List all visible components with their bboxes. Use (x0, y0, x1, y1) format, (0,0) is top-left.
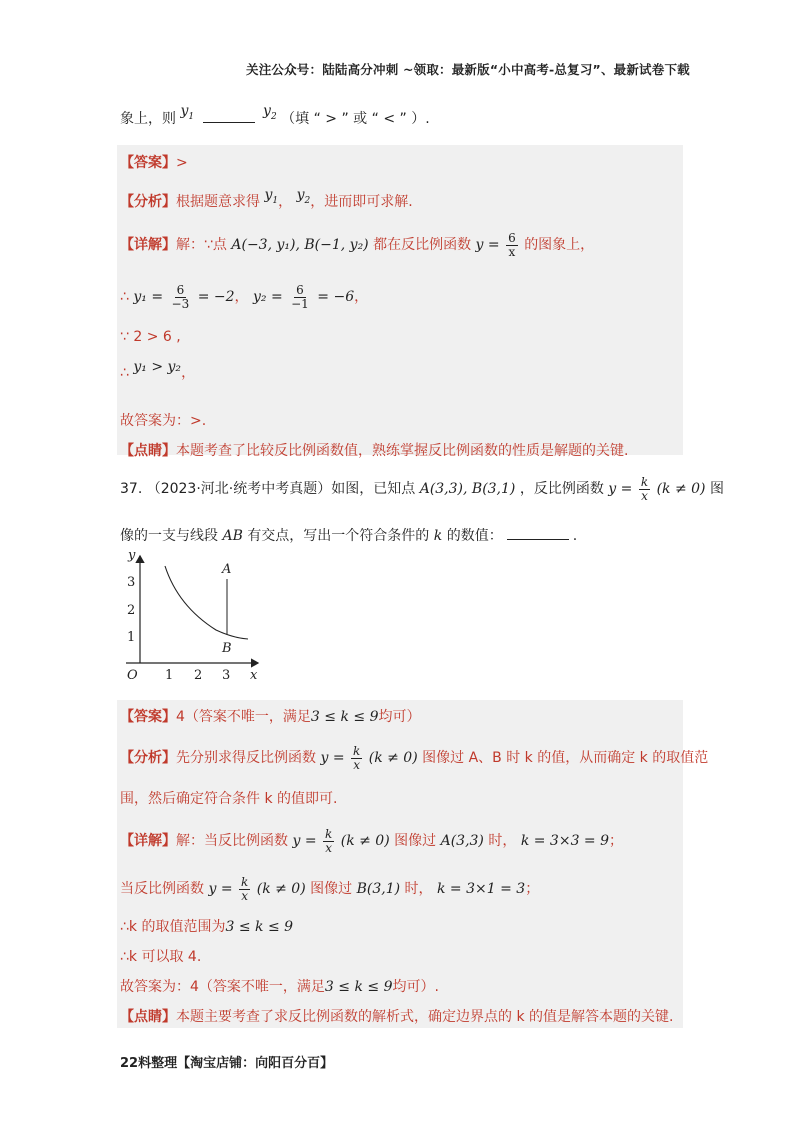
q37-comment-line: 【点睛】本题主要考查了求反比例函数的解析式，确定边界点的 k 的值是解答本题的关键. (120, 1009, 674, 1025)
q36-step1-line: ∴ y₁ = $\frac{6}{-3}$ = −2， y₂ = $\frac{6}{-1}$ = −6， (120, 283, 369, 311)
q36-answer-line (120, 152, 188, 172)
y-tick-1: 1 (127, 630, 136, 645)
q37-answer-blank (507, 527, 569, 540)
y-tick-2: 2 (127, 603, 136, 618)
q37-answer-line: 【答案】4（答案不唯一，满足3 ≤ k ≤ 9均可） (120, 709, 421, 725)
q37-line1: 37. （2023·河北·统考中考真题）如图，已知点 A(3,3), B(3,1) ，反比例函数 y = $\frac{k}{x}$ (k ≠ 0) 图 (120, 475, 724, 503)
q36-y2: y (263, 103, 271, 119)
page-footer (120, 1052, 333, 1071)
q36-step2-line: ∵ 2 > 6 , (120, 329, 181, 345)
fraction-k-over-x: $\frac{k}{x}$ (640, 475, 649, 503)
q36-conclusion: 故答案为：>. (120, 413, 207, 429)
q37-detail1-line: 【详解】解：当反比例函数 y = $\frac{k}{x}$ (k ≠ 0) 图像过 A(3,3) 时， k = 3×3 = 9； (120, 827, 624, 855)
answer-value: > (176, 155, 188, 171)
q36-tail-suffix: （填 “ > ” 或 “ < ” ）. (281, 111, 430, 127)
q37-line2: 像的一支与线段 AB 有交点，写出一个符合条件的 k 的数值： . (120, 528, 578, 544)
q36-tail-prefix: 象上，则 (120, 111, 176, 127)
q36-y1: y (180, 103, 189, 119)
y-axis-label: y (128, 548, 136, 563)
point-b-label: B (222, 641, 232, 656)
detail-points: A(−3, y₁), B(−1, y₂) (231, 237, 369, 254)
point-a-label: A (222, 562, 232, 577)
q36-detail-line: 【详解】解：∵点 A(−3, y₁), B(−1, y₂) 都在反比例函数 y = $\frac{6}{x}$ 的图象上， (120, 231, 595, 259)
page-header: 关注公众号：陆陆高分冲刺 ~领取：最新版“小中高考-总复习”、最新试卷下载 (246, 62, 690, 77)
q37-range-line: ∴k 的取值范围为3 ≤ k ≤ 9 (120, 919, 294, 935)
y-tick-3: 3 (127, 575, 136, 590)
q36-comment-line: 【点睛】本题考查了比较反比例函数值，熟练掌握反比例函数的性质是解题的关键. (120, 443, 629, 459)
q36-answer-blank (203, 110, 255, 123)
fraction-6-over-x: $\frac{6}{x}$ (508, 231, 516, 259)
x-tick-1: 1 (165, 668, 174, 683)
x-tick-2: 2 (194, 668, 203, 683)
function-graph (118, 548, 268, 683)
q37-conclusion-line: 故答案为：4（答案不唯一，满足3 ≤ k ≤ 9均可）. (120, 979, 439, 995)
q37-detail2-line: 当反比例函数 y = $\frac{k}{x}$ (k ≠ 0) 图像过 B(3,1) 时， k = 3×1 = 3； (120, 875, 540, 903)
hyperbola-curve (165, 566, 248, 639)
answer-label: 【答案】 (120, 155, 176, 171)
x-axis-label: x (250, 668, 258, 683)
x-tick-3: 3 (222, 668, 231, 683)
detail-label: 【详解】 (120, 237, 176, 254)
analysis-label: 【分析】 (120, 194, 176, 210)
q37-pick-line: ∴k 可以取 4. (120, 949, 202, 965)
page-number: 22 (120, 1056, 139, 1071)
footer-text: 料整理【淘宝店铺：向阳百分百】 (138, 1056, 334, 1071)
q36-step3-line: ∴ y₁ > y₂， (120, 359, 196, 381)
comment-label: 【点睛】 (120, 443, 176, 459)
origin-label: O (127, 668, 138, 683)
q36-tail-line: 象上，则 $y_1$ $y_2$ （填 “ > ” 或 “ < ” ）. (120, 103, 430, 127)
q37-analysis-line: 【分析】先分别求得反比例函数 y = $\frac{k}{x}$ (k ≠ 0) 图像过 A、B 时 k 的值，从而确定 k 的取值范 (120, 744, 709, 772)
q36-analysis-line: 【分析】根据题意求得 $y_1$， $y_2$，进而即可求解. (120, 187, 413, 210)
q37-analysis-cont: 围，然后确定符合条件 k 的值即可. (120, 791, 338, 807)
